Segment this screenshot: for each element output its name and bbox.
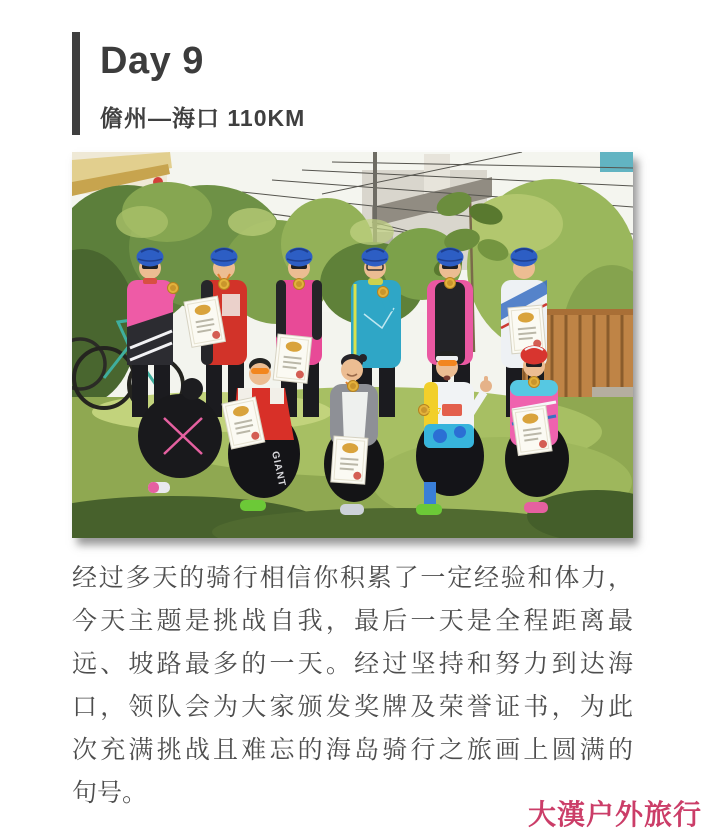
brand-watermark: 大漢户外旅行 bbox=[528, 800, 703, 831]
cyclist-figure bbox=[324, 354, 384, 515]
jersey-number-label: 517 bbox=[428, 407, 442, 416]
paragraph-line: 句号。 bbox=[72, 779, 148, 807]
group-photo bbox=[72, 152, 633, 538]
route-subtitle: 儋州—海口 110KM bbox=[100, 105, 306, 131]
paragraph-line: 口，领队会为大家颁发奖牌及荣誉证书，为此 bbox=[72, 693, 633, 721]
page-title: Day 9 bbox=[100, 40, 204, 82]
body-paragraph bbox=[72, 557, 633, 815]
jersey-brand-label: GIANT bbox=[269, 450, 288, 488]
group-photo-illustration bbox=[72, 152, 633, 538]
paragraph-line: 今天主题是挑战自我，最后一天是全程距离最 bbox=[72, 607, 633, 635]
paragraph-line: 次充满挑战且难忘的海岛骑行之旅画上圆满的 bbox=[72, 736, 633, 764]
paragraph-line: 经过多天的骑行相信你积累了一定经验和体力， bbox=[72, 564, 633, 592]
title-accent-bar bbox=[72, 32, 80, 135]
paragraph-line: 远、坡路最多的一天。经过坚持和努力到达海 bbox=[72, 650, 633, 678]
